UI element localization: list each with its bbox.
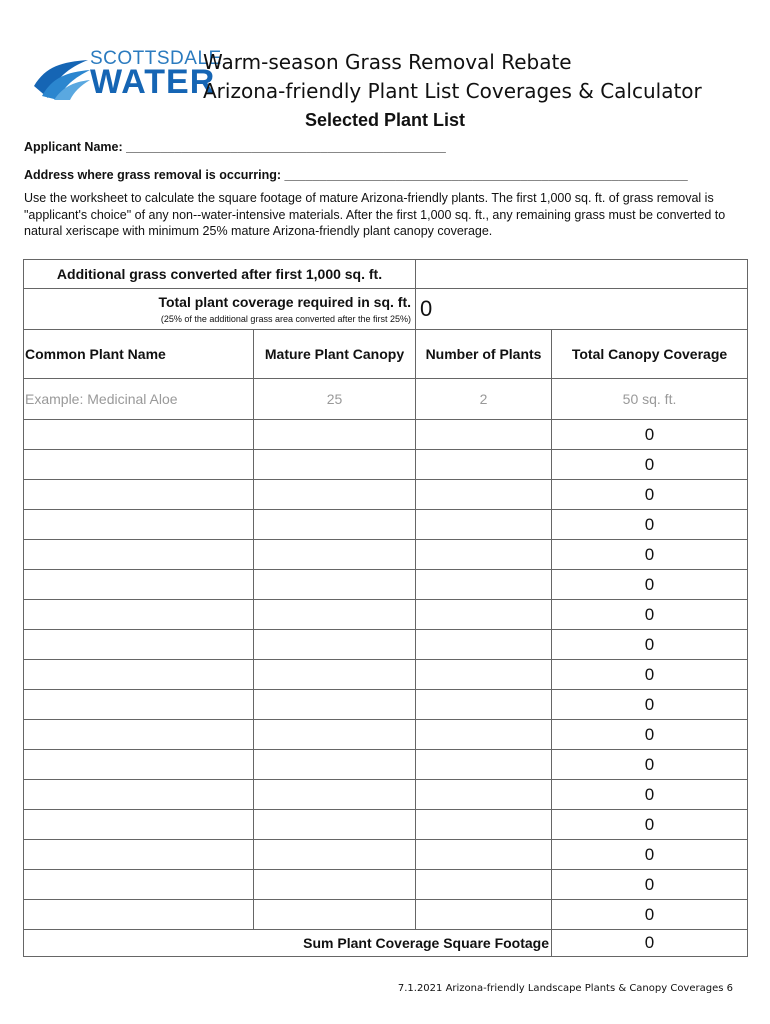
plant-name-input[interactable] bbox=[24, 870, 254, 900]
canopy-input[interactable] bbox=[254, 720, 416, 750]
column-header-plant-name: Common Plant Name bbox=[24, 330, 254, 379]
total-canopy-value: 0 bbox=[552, 870, 748, 900]
plant-name-input[interactable] bbox=[24, 600, 254, 630]
required-coverage-row bbox=[24, 289, 748, 330]
scottsdale-water-logo bbox=[32, 48, 222, 104]
water-wave-icon bbox=[32, 56, 92, 100]
total-canopy-value: 0 bbox=[552, 450, 748, 480]
plant-name-input[interactable] bbox=[24, 570, 254, 600]
canopy-input[interactable] bbox=[254, 540, 416, 570]
total-canopy-value: 0 bbox=[552, 660, 748, 690]
required-coverage-note: (25% of the additional grass area converted after the first 25%) bbox=[160, 314, 412, 324]
count-input[interactable] bbox=[416, 810, 552, 840]
count-input[interactable] bbox=[416, 540, 552, 570]
table-row bbox=[24, 810, 748, 840]
canopy-input[interactable] bbox=[254, 750, 416, 780]
canopy-input[interactable] bbox=[254, 570, 416, 600]
table-row bbox=[24, 870, 748, 900]
canopy-input[interactable] bbox=[254, 840, 416, 870]
required-coverage-label: Total plant coverage required in sq. ft. bbox=[158, 294, 412, 310]
total-canopy-value: 0 bbox=[552, 600, 748, 630]
count-input[interactable] bbox=[416, 750, 552, 780]
plant-name-input[interactable] bbox=[24, 480, 254, 510]
count-input[interactable] bbox=[416, 780, 552, 810]
canopy-input[interactable] bbox=[254, 870, 416, 900]
plant-name-input[interactable] bbox=[24, 810, 254, 840]
plant-name-input[interactable] bbox=[24, 840, 254, 870]
plant-name-input[interactable] bbox=[24, 750, 254, 780]
table-row bbox=[24, 840, 748, 870]
canopy-input[interactable] bbox=[254, 900, 416, 930]
total-canopy-value: 0 bbox=[552, 570, 748, 600]
total-canopy-value: 0 bbox=[552, 900, 748, 930]
table-row bbox=[24, 660, 748, 690]
column-header-count: Number of Plants bbox=[416, 330, 552, 379]
count-input[interactable] bbox=[416, 570, 552, 600]
count-input[interactable] bbox=[416, 420, 552, 450]
plant-name-input[interactable] bbox=[24, 720, 254, 750]
canopy-input[interactable] bbox=[254, 690, 416, 720]
table-row bbox=[24, 450, 748, 480]
table-row bbox=[24, 420, 748, 450]
plant-name-input[interactable] bbox=[24, 450, 254, 480]
table-row bbox=[24, 510, 748, 540]
count-input[interactable] bbox=[416, 840, 552, 870]
address-field[interactable]: Address where grass removal is occurring: __________________________________________________________ bbox=[24, 168, 688, 182]
example-plant-name: Example: Medicinal Aloe bbox=[24, 379, 254, 420]
required-coverage-value: 0 bbox=[416, 289, 748, 330]
table-row bbox=[24, 780, 748, 810]
count-input[interactable] bbox=[416, 870, 552, 900]
table-row bbox=[24, 690, 748, 720]
canopy-input[interactable] bbox=[254, 780, 416, 810]
plant-name-input[interactable] bbox=[24, 630, 254, 660]
plant-name-input[interactable] bbox=[24, 510, 254, 540]
total-canopy-value: 0 bbox=[552, 420, 748, 450]
total-canopy-value: 0 bbox=[552, 750, 748, 780]
count-input[interactable] bbox=[416, 720, 552, 750]
count-input[interactable] bbox=[416, 630, 552, 660]
example-total: 50 sq. ft. bbox=[552, 379, 748, 420]
count-input[interactable] bbox=[416, 900, 552, 930]
table-row bbox=[24, 570, 748, 600]
table-row bbox=[24, 630, 748, 660]
canopy-input[interactable] bbox=[254, 420, 416, 450]
canopy-input[interactable] bbox=[254, 480, 416, 510]
count-input[interactable] bbox=[416, 600, 552, 630]
example-count: 2 bbox=[416, 379, 552, 420]
table-row bbox=[24, 600, 748, 630]
total-canopy-value: 0 bbox=[552, 540, 748, 570]
additional-grass-input[interactable] bbox=[416, 260, 748, 289]
plant-name-input[interactable] bbox=[24, 540, 254, 570]
table-row bbox=[24, 480, 748, 510]
applicant-name-field[interactable]: Applicant Name: ______________________________________________ bbox=[24, 140, 446, 154]
document-title-line1: Warm-season Grass Removal Rebate bbox=[203, 50, 572, 74]
count-input[interactable] bbox=[416, 690, 552, 720]
canopy-input[interactable] bbox=[254, 510, 416, 540]
table-row bbox=[24, 750, 748, 780]
table-row bbox=[24, 900, 748, 930]
sum-row bbox=[24, 930, 748, 957]
count-input[interactable] bbox=[416, 450, 552, 480]
sum-label: Sum Plant Coverage Square Footage bbox=[24, 930, 552, 957]
plant-name-input[interactable] bbox=[24, 900, 254, 930]
instructions-text: Use the worksheet to calculate the square footage of mature Arizona-friendly plants. The first 1,000 sq. ft. of grass removal is "applicant's choice" of any non--water-intensive materials. After the first 1,000 sq. ft., any remaining grass must be converted to natural xeriscape with minimum 25% mature Arizona-friendly plant canopy coverage. bbox=[24, 191, 726, 238]
sum-value: 0 bbox=[552, 930, 748, 957]
total-canopy-value: 0 bbox=[552, 690, 748, 720]
table-row bbox=[24, 720, 748, 750]
total-canopy-value: 0 bbox=[552, 720, 748, 750]
plant-name-input[interactable] bbox=[24, 780, 254, 810]
plant-name-input[interactable] bbox=[24, 660, 254, 690]
page-footer: 7.1.2021 Arizona-friendly Landscape Plants & Canopy Coverages 6 bbox=[397, 983, 733, 994]
canopy-input[interactable] bbox=[254, 600, 416, 630]
plant-rows bbox=[24, 420, 748, 930]
canopy-input[interactable] bbox=[254, 450, 416, 480]
total-canopy-value: 0 bbox=[552, 780, 748, 810]
total-canopy-value: 0 bbox=[552, 810, 748, 840]
plant-name-input[interactable] bbox=[24, 690, 254, 720]
additional-grass-row bbox=[24, 260, 748, 289]
canopy-input[interactable] bbox=[254, 660, 416, 690]
additional-grass-label: Additional grass converted after first 1,000 sq. ft. bbox=[24, 260, 416, 289]
count-input[interactable] bbox=[416, 510, 552, 540]
plant-name-input[interactable] bbox=[24, 420, 254, 450]
total-canopy-value: 0 bbox=[552, 510, 748, 540]
logo-text-bottom: WATER bbox=[90, 63, 216, 101]
total-canopy-value: 0 bbox=[552, 630, 748, 660]
count-input[interactable] bbox=[416, 660, 552, 690]
count-input[interactable] bbox=[416, 480, 552, 510]
example-row bbox=[24, 379, 748, 420]
plant-calculator-table bbox=[23, 259, 748, 957]
table-row bbox=[24, 540, 748, 570]
canopy-input[interactable] bbox=[254, 810, 416, 840]
column-header-row bbox=[24, 330, 748, 379]
total-canopy-value: 0 bbox=[552, 840, 748, 870]
logo-text-top: SCOTTSDALE bbox=[90, 48, 222, 69]
column-header-canopy: Mature Plant Canopy bbox=[254, 330, 416, 379]
column-header-total: Total Canopy Coverage bbox=[552, 330, 748, 379]
document-title-line2: Arizona-friendly Plant List Coverages & Calculator bbox=[203, 79, 702, 103]
example-canopy: 25 bbox=[254, 379, 416, 420]
total-canopy-value: 0 bbox=[552, 480, 748, 510]
canopy-input[interactable] bbox=[254, 630, 416, 660]
required-coverage-label-cell bbox=[24, 289, 416, 330]
section-title: Selected Plant List bbox=[304, 110, 466, 130]
